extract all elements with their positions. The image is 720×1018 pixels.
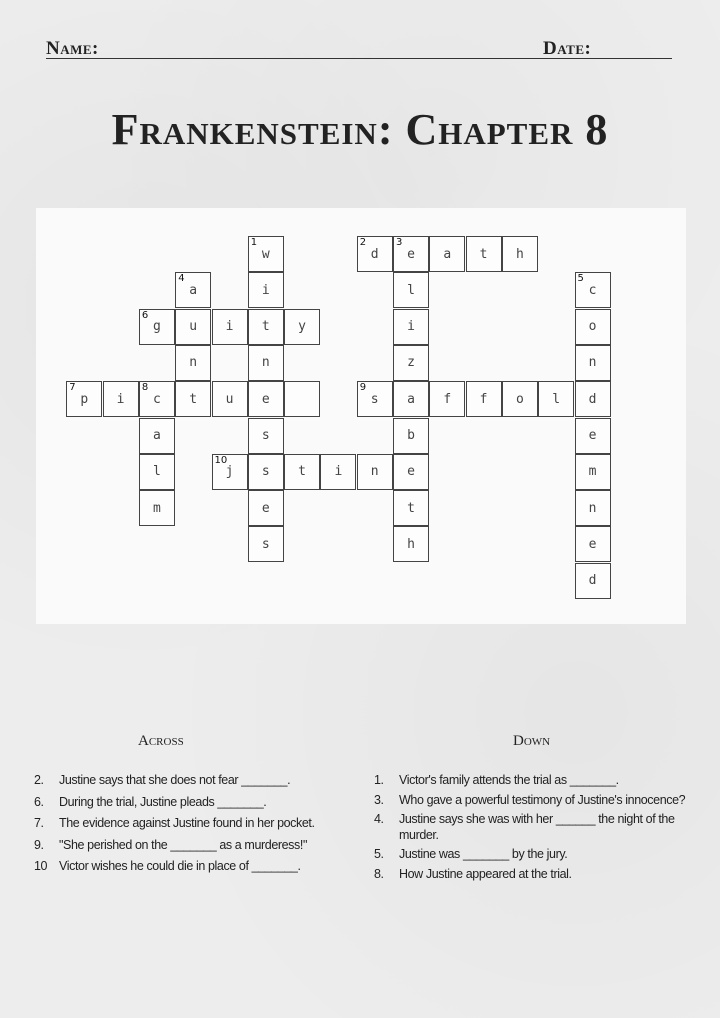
clue-number: 7 (69, 382, 76, 394)
down-heading: Down (513, 733, 551, 749)
down-clue (374, 793, 694, 809)
cell-letter: g (152, 319, 161, 335)
cell-letter: l (552, 391, 561, 407)
grid-cell[interactable] (248, 526, 284, 562)
clue-number: 2 (359, 237, 367, 248)
cell-letter: m (152, 500, 161, 516)
cell-letter: a (407, 391, 415, 407)
cell-letter: e (261, 391, 270, 407)
grid-cell[interactable] (284, 309, 320, 345)
grid-cell[interactable] (212, 381, 248, 417)
grid-cell[interactable] (320, 454, 356, 490)
page-title: Frankenstein: Chapter 8 (111, 105, 609, 154)
cell-letter: i (334, 464, 343, 480)
cell-letter: e (407, 464, 415, 480)
grid-cell[interactable] (466, 236, 502, 272)
cell-letter: s (261, 464, 270, 480)
cell-letter: n (189, 355, 198, 371)
grid-cell[interactable] (248, 236, 284, 272)
grid-cell[interactable] (575, 490, 611, 526)
cell-letter: c (588, 282, 597, 298)
clue-text: The evidence against Justine found in her pocket. (59, 816, 315, 830)
grid-cell[interactable] (139, 490, 175, 526)
grid-cell[interactable] (212, 309, 248, 345)
cell-letter: n (588, 500, 597, 516)
cell-letter: s (261, 536, 270, 552)
cell-letter: h (515, 246, 524, 262)
cell-letter: p (80, 391, 89, 407)
header-underline (46, 58, 672, 59)
clue-number: 6 (141, 309, 149, 321)
clue-number: 7. (34, 816, 44, 830)
clue-number: 3 (396, 237, 403, 248)
clue-number: 4 (178, 273, 185, 285)
cell-letter: n (588, 355, 597, 371)
cell-letter: s (370, 391, 379, 407)
grid-cell[interactable] (393, 236, 429, 272)
grid-cell[interactable] (393, 345, 429, 381)
clue-text: Who gave a powerful testimony of Justine's innocence? (399, 792, 686, 807)
cell-letter: t (479, 246, 488, 262)
clue-number: 4. (374, 812, 384, 826)
cell-letter: d (370, 246, 379, 262)
grid-cell[interactable] (212, 454, 248, 490)
clue-number: 5. (374, 847, 384, 861)
grid-cell[interactable] (248, 454, 284, 490)
grid-cell[interactable] (575, 454, 611, 490)
down-clue (374, 847, 694, 863)
cell-letter: f (479, 391, 488, 407)
grid-cell[interactable] (175, 381, 211, 417)
clue-text: Justine was _______ by the jury. (399, 847, 568, 861)
clue-number: 10 (214, 454, 228, 466)
grid-cell[interactable] (139, 309, 175, 345)
down-clues (374, 773, 694, 886)
cell-letter: n (261, 355, 270, 371)
cell-letter: t (189, 391, 198, 407)
grid-cell[interactable] (575, 526, 611, 562)
grid-cell[interactable] (139, 454, 175, 490)
clue-number: 3. (374, 792, 384, 807)
across-clue (34, 838, 364, 854)
down-clue (374, 773, 694, 789)
cell-letter: z (407, 355, 415, 371)
grid-cell[interactable] (248, 381, 284, 417)
cell-letter: c (152, 391, 161, 407)
cell-letter: u (189, 319, 198, 335)
across-clue (34, 816, 364, 832)
grid-cell[interactable] (284, 454, 320, 490)
cell-letter: s (261, 428, 270, 443)
grid-cell[interactable] (393, 381, 429, 417)
grid-cell[interactable] (393, 454, 429, 490)
grid-cell[interactable] (502, 236, 538, 272)
grid-cell[interactable] (393, 309, 429, 345)
cell-letter: j (225, 464, 234, 480)
grid-cell[interactable] (575, 272, 611, 308)
clue-text: Victor's family attends the trial as _______. (399, 773, 619, 787)
grid-cell[interactable] (502, 381, 538, 417)
down-clue (374, 867, 694, 883)
grid-cell[interactable] (357, 381, 393, 417)
grid-cell[interactable] (429, 236, 465, 272)
grid-cell[interactable] (393, 272, 429, 308)
grid-cell[interactable] (248, 309, 284, 345)
clue-number: 1 (250, 237, 258, 248)
grid-cell[interactable] (575, 418, 611, 454)
grid-cell[interactable] (575, 345, 611, 381)
grid-cell[interactable] (139, 381, 175, 417)
clue-number: 1. (374, 773, 384, 787)
cell-letter: a (443, 246, 452, 262)
name-label: Name: (46, 38, 99, 59)
clue-number: 8. (374, 866, 384, 881)
grid-cell[interactable] (66, 381, 102, 417)
clue-text: How Justine appeared at the trial. (399, 866, 572, 881)
cell-letter: l (152, 464, 161, 480)
clue-number: 2. (34, 773, 44, 787)
grid-cell[interactable] (357, 454, 393, 490)
clue-number: 10 (34, 859, 48, 873)
grid-cell[interactable] (248, 272, 284, 308)
cell-letter: i (407, 319, 415, 335)
clue-text: During the trial, Justine pleads _______. (59, 794, 267, 809)
cell-letter: b (407, 428, 415, 443)
grid-cell[interactable] (575, 309, 611, 345)
cell-letter: d (588, 573, 597, 589)
grid-cell[interactable] (248, 345, 284, 381)
cell-letter: a (152, 428, 161, 443)
across-clue (34, 795, 364, 811)
grid-cell[interactable] (248, 490, 284, 526)
clue-text: Victor wishes he could die in place of _______. (59, 859, 301, 873)
cell-letter: o (515, 391, 524, 407)
cell-letter: o (588, 319, 597, 335)
grid-cell[interactable] (466, 381, 502, 417)
cell-letter: h (407, 536, 415, 552)
cell-letter: u (225, 391, 234, 407)
across-clue (34, 773, 364, 789)
cell-letter: n (370, 464, 379, 480)
cell-letter: i (225, 319, 234, 335)
cell-letter: a (189, 282, 198, 298)
grid-cell[interactable] (248, 418, 284, 454)
grid-cell[interactable] (175, 345, 211, 381)
cell-letter: e (407, 246, 415, 262)
date-label: Date: (543, 38, 592, 59)
cell-letter: t (407, 500, 415, 516)
clue-number: 9. (34, 837, 44, 852)
grid-cell[interactable] (575, 563, 611, 599)
cell-letter: t (298, 464, 306, 480)
cell-letter: f (443, 391, 452, 407)
across-clues (34, 773, 364, 881)
grid-cell[interactable] (575, 381, 611, 417)
cell-letter: w (261, 246, 270, 262)
across-heading: Across (138, 733, 184, 749)
cell-letter: l (407, 282, 415, 298)
grid-cell[interactable] (284, 381, 320, 417)
cell-letter: y (298, 319, 306, 335)
clue-number: 6. (34, 794, 44, 809)
cell-letter: e (588, 536, 597, 552)
cell-letter: m (588, 464, 597, 480)
grid-cell[interactable] (175, 309, 211, 345)
grid-cell[interactable] (393, 490, 429, 526)
grid-cell[interactable] (393, 418, 429, 454)
cell-letter: e (261, 500, 270, 516)
grid-cell[interactable] (103, 381, 139, 417)
cell-letter: i (261, 282, 270, 298)
clue-text: "She perished on the _______ as a murderess!" (59, 837, 307, 852)
cell-letter (285, 382, 319, 416)
clue-text: Justine says she was with her ______ the night of the murder. (399, 812, 675, 842)
grid-cell[interactable] (357, 236, 393, 272)
across-clue (34, 859, 364, 875)
clue-text: Justine says that she does not fear _______. (59, 773, 291, 787)
grid-cell[interactable] (175, 272, 211, 308)
cell-letter: e (588, 428, 597, 443)
cell-letter: i (116, 391, 125, 407)
down-clue (374, 812, 694, 843)
clue-number: 5 (577, 273, 584, 285)
grid-cell[interactable] (429, 381, 465, 417)
grid-cell[interactable] (393, 526, 429, 562)
grid-cell[interactable] (139, 418, 175, 454)
clue-number: 8 (141, 382, 149, 394)
cell-letter: d (588, 391, 597, 407)
clue-number: 9 (359, 382, 367, 394)
cell-letter: t (261, 319, 270, 335)
grid-cell[interactable] (538, 381, 574, 417)
